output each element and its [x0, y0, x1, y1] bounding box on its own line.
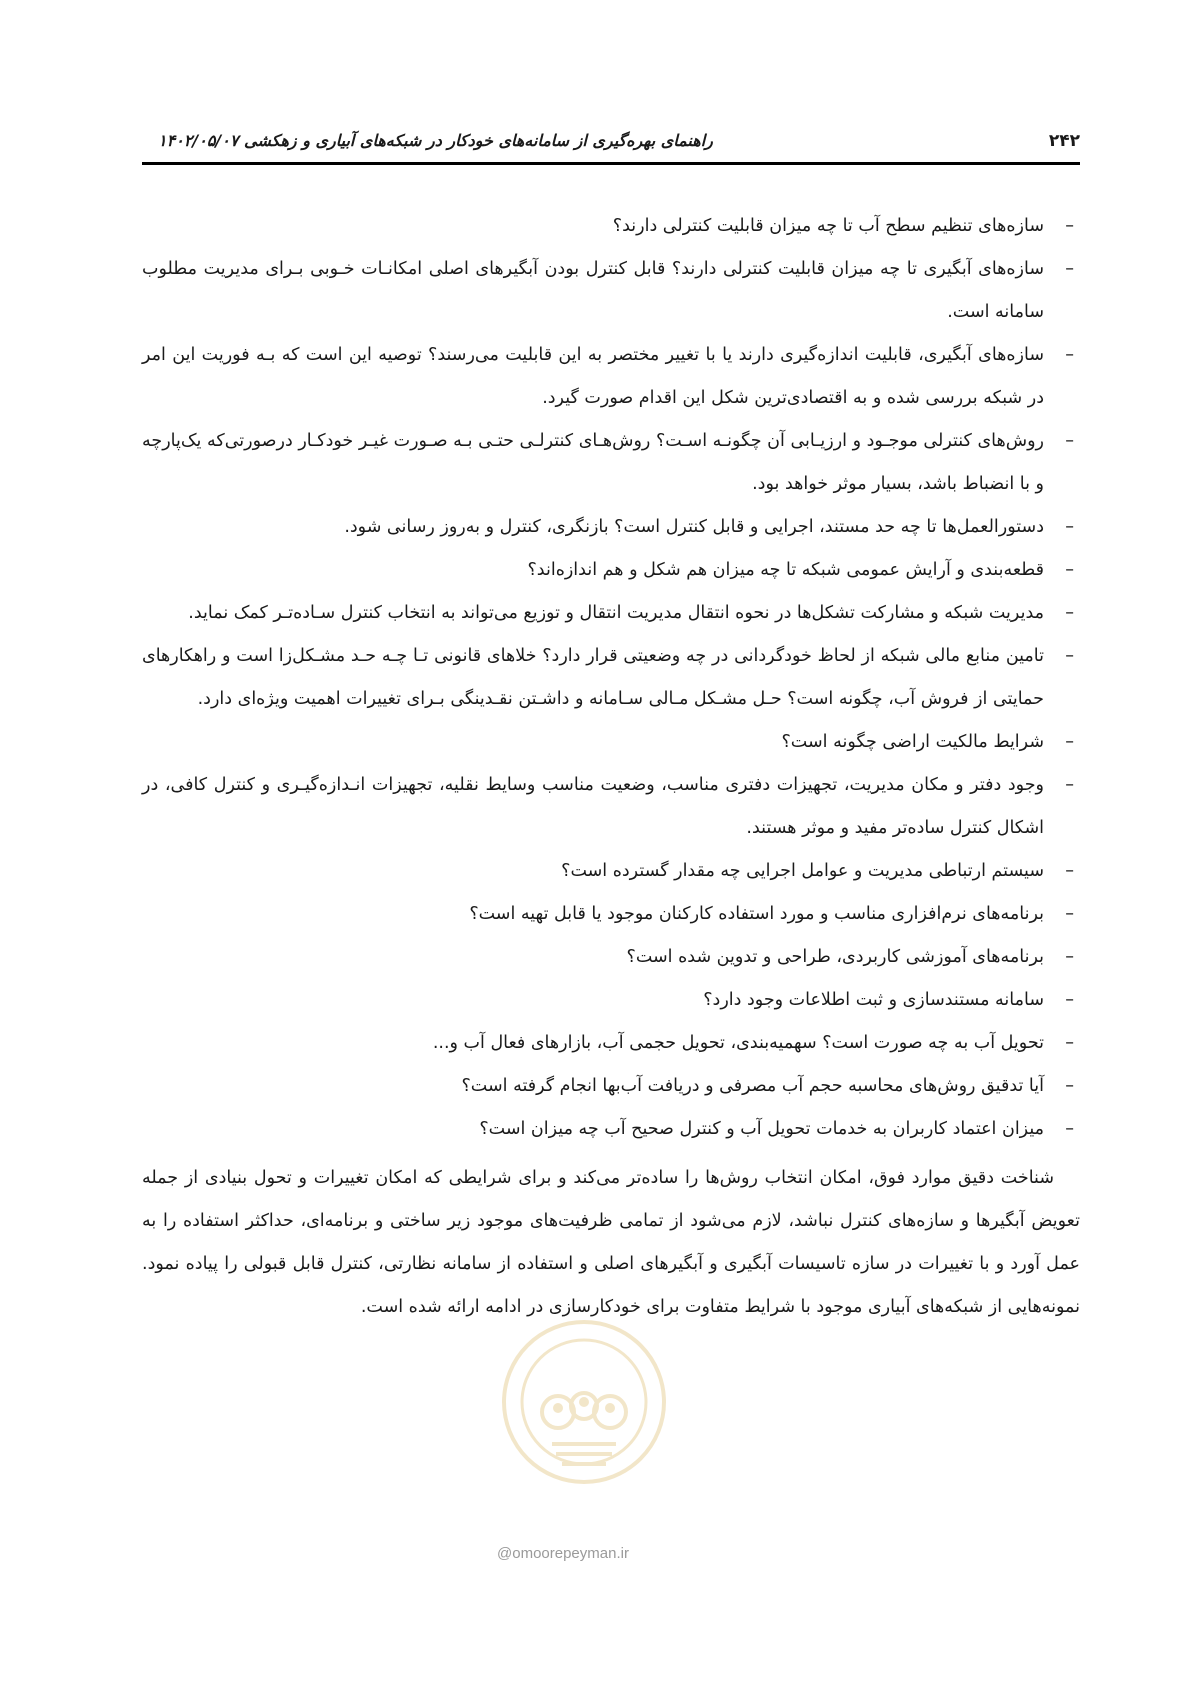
bullet-dash: –: [1065, 732, 1074, 752]
list-item-text: روش‌های کنترلی موجـود و ارزیـابی آن چگونـه اسـت؟ روش‌هـای کنترلـی حتـی بـه صـورت غیـر خودکـار درصورتی‌که یک‌پارچه و با انضباط باشد، بسیار موثر خواهد بود.: [142, 431, 1044, 494]
list-item: [142, 205, 1080, 248]
bullet-dash: –: [1065, 904, 1074, 924]
watermark-url: @omoorepeyman.ir: [497, 1545, 629, 1562]
list-item-text: دستورالعمل‌ها تا چه حد مستند، اجرایی و قابل کنترل است؟ بازنگری، کنترل و به‌روز رسانی شود.: [344, 517, 1044, 537]
list-item: [142, 1108, 1080, 1151]
bullet-dash: –: [1065, 345, 1074, 365]
bullet-dash: –: [1065, 216, 1074, 236]
list-item: [142, 592, 1080, 635]
watermark-seal-icon: [498, 1316, 670, 1488]
bullet-dash: –: [1065, 861, 1074, 881]
list-item: [142, 936, 1080, 979]
header-date: ۱۴۰۲/۰۵/۰۷: [158, 131, 239, 150]
list-item: [142, 635, 1080, 721]
list-item-text: برنامه‌های آموزشی کاربردی، طراحی و تدوین شده است؟: [626, 947, 1044, 967]
list-item-text: سازه‌های آبگیری، قابلیت اندازه‌گیری دارند یا با تغییر مختصر به این قابلیت می‌رسند؟ توصیه این است که بـه فوریت این امر در شبکه بررسی شده و به اقتصادی‌ترین شکل این اقدام صورت گیرد.: [142, 345, 1044, 408]
list-item-text: شرایط مالکیت اراضی چگونه است؟: [781, 732, 1044, 752]
header-rule: [142, 162, 1080, 165]
bullet-dash: –: [1065, 517, 1074, 537]
list-item: [142, 850, 1080, 893]
list-item: [142, 1065, 1080, 1108]
list-item-text: سازه‌های تنظیم سطح آب تا چه میزان قابلیت کنترلی دارند؟: [612, 216, 1044, 236]
bullet-dash: –: [1065, 1076, 1074, 1096]
list-item-text: تحویل آب به چه صورت است؟ سهمیه‌بندی، تحویل حجمی آب، بازارهای فعال آب و...: [432, 1033, 1044, 1053]
page-number: ۲۴۲: [1048, 131, 1080, 151]
running-header: [142, 128, 1080, 158]
bullet-dash: –: [1065, 603, 1074, 623]
list-item-text: تامین منابع مالی شبکه از لحاظ خودگردانی در چه وضعیتی قرار دارد؟ خلاهای قانونی تـا چـه حـد مشـکل‌زا است و راهکارهای حمایتی از فروش آب، چگونه است؟ حـل مشـکل مـالی سـامانه و داشـتن نقـدینگی بـرای تغییرات اهمیت ویژه‌ای دارد.: [142, 646, 1044, 709]
bullet-dash: –: [1065, 947, 1074, 967]
bullet-dash: –: [1065, 775, 1074, 795]
list-item: [142, 1022, 1080, 1065]
question-list: [142, 205, 1080, 1151]
list-item-text: مدیریت شبکه و مشارکت تشکل‌ها در نحوه انتقال مدیریت انتقال و توزیع می‌تواند به انتخاب کنترل سـاده‌تـر کمک نماید.: [188, 603, 1044, 623]
list-item-text: سازه‌های آبگیری تا چه میزان قابلیت کنترلی دارند؟ قابل کنترل بودن آبگیرهای اصلی امکانـات خـوبی بـرای مدیریت مطلوب سامانه است.: [142, 259, 1044, 322]
bullet-dash: –: [1065, 1119, 1074, 1139]
list-item: [142, 764, 1080, 850]
bullet-dash: –: [1065, 560, 1074, 580]
bullet-dash: –: [1065, 431, 1074, 451]
list-item-text: آیا تدقیق روش‌های محاسبه حجم آب مصرفی و دریافت آب‌بها انجام گرفته است؟: [461, 1076, 1044, 1096]
body-paragraph: شناخت دقیق موارد فوق، امکان انتخاب روش‌ها را ساده‌تر می‌کند و برای شرایطی که امکان تغییرات و تحول بنیادی از جمله تعویض آبگیرها و سازه‌های کنترل نباشد، لازم می‌شود از تمامی ظرفیت‌های موجود زیر ساختی و برنامه‌ای، حداکثر استفاده را به عمل آورد و با تغییرات در سازه تاسیسات آبگیری و آبگیرهای اصلی و استفاده از سامانه نظارتی، کنترل قابل قبولی را پیاده نمود. نمونه‌هایی از شبکه‌های آبیاری موجود با شرایط متفاوت برای خودکارسازی در ادامه ارائه شده است.: [142, 1168, 1080, 1317]
list-item-text: برنامه‌های نرم‌افزاری مناسب و مورد استفاده کارکنان موجود یا قابل تهیه است؟: [469, 904, 1044, 924]
list-item: [142, 549, 1080, 592]
list-item: [142, 893, 1080, 936]
list-item: [142, 721, 1080, 764]
list-item-text: میزان اعتماد کاربران به خدمات تحویل آب و کنترل صحیح آب چه میزان است؟: [479, 1119, 1044, 1139]
list-item: [142, 248, 1080, 334]
list-item: [142, 979, 1080, 1022]
header-title: راهنمای بهره‌گیری از سامانه‌های خودکار در شبکه‌های آبیاری و زهکشی: [244, 131, 713, 150]
list-item-text: قطعه‌بندی و آرایش عمومی شبکه تا چه میزان هم شکل و هم اندازه‌اند؟: [527, 560, 1044, 580]
list-item: [142, 420, 1080, 506]
list-item-text: سامانه مستندسازی و ثبت اطلاعات وجود دارد؟: [703, 990, 1044, 1010]
bullet-dash: –: [1065, 646, 1074, 666]
list-item: [142, 506, 1080, 549]
list-item-text: وجود دفتر و مکان مدیریت، تجهیزات دفتری مناسب، وضعیت مناسب وسایط نقلیه، تجهیزات انـدازه‌گیـری و کنترل کافی، در اشکال کنترل ساده‌تر مفید و موثر هستند.: [142, 775, 1044, 838]
list-item-text: سیستم ارتباطی مدیریت و عوامل اجرایی چه مقدار گسترده است؟: [561, 861, 1044, 881]
bullet-dash: –: [1065, 1033, 1074, 1053]
list-item: [142, 334, 1080, 420]
page-body: [142, 205, 1080, 1329]
header-title-line: [142, 131, 713, 150]
bullet-dash: –: [1065, 990, 1074, 1010]
bullet-dash: –: [1065, 259, 1074, 279]
